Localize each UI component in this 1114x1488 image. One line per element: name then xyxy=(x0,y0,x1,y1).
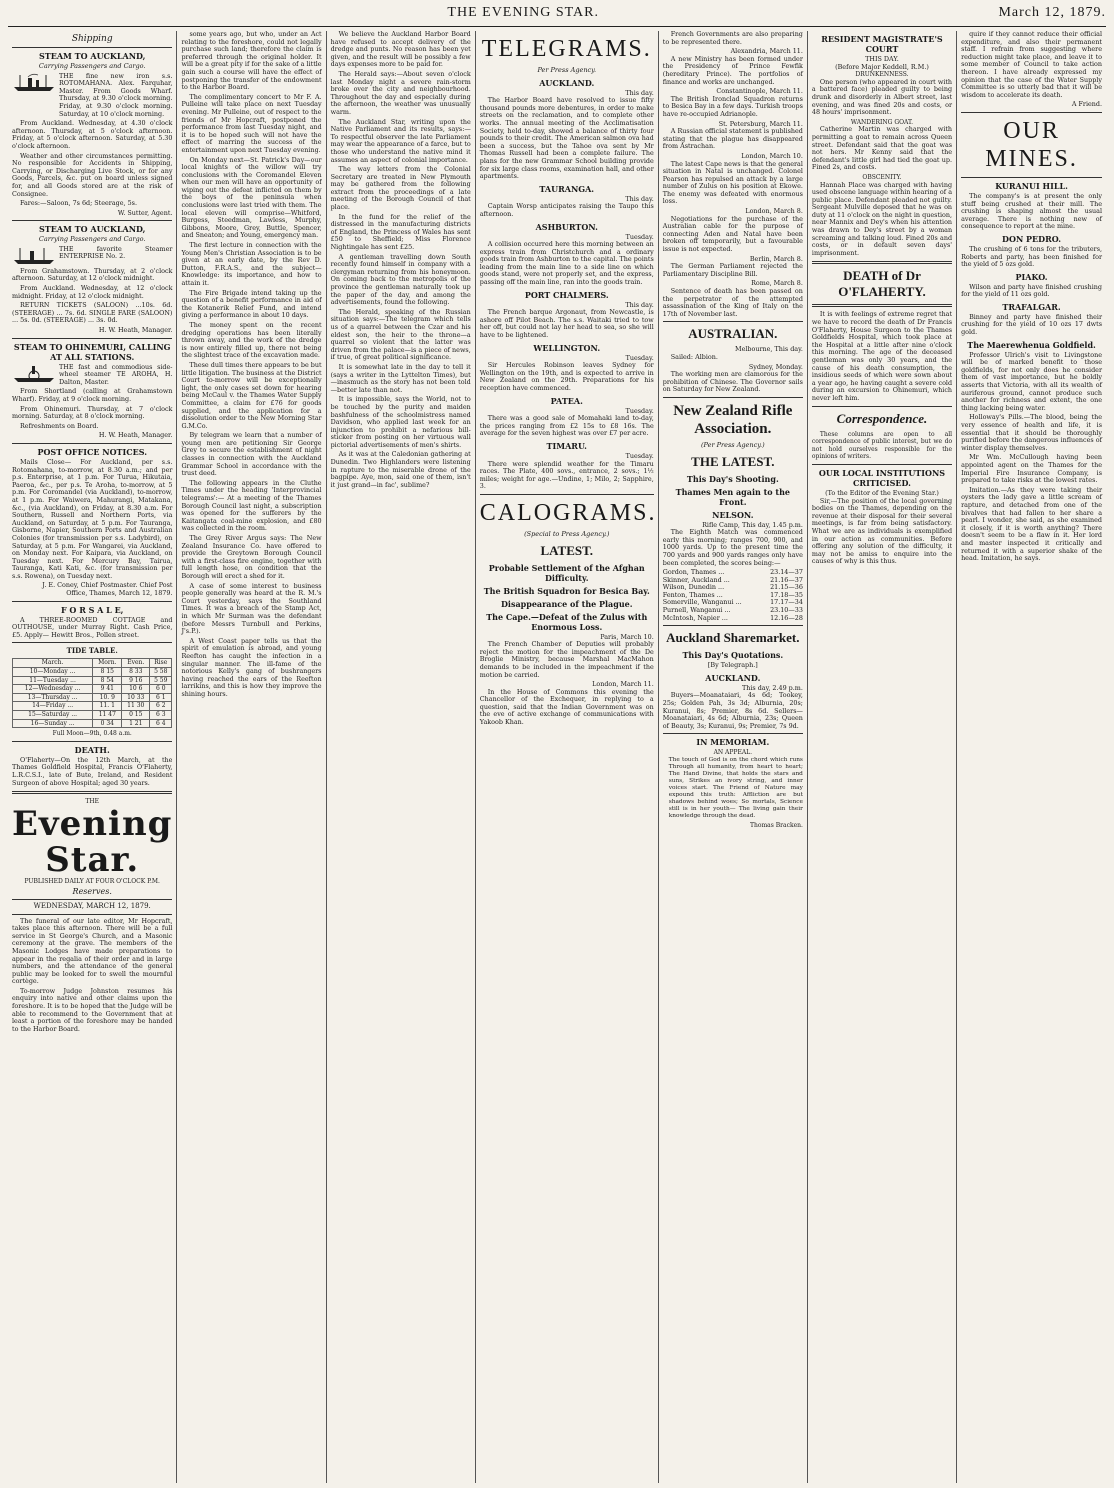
tide-cell: 12—Wednesday ... xyxy=(13,685,93,694)
ad2-title: STEAM TO AUCKLAND, xyxy=(38,224,146,235)
score-name: Wilson, Dunedin ... xyxy=(662,583,725,592)
tide-cell: 6 4 xyxy=(150,719,172,728)
tide-col-header: March. xyxy=(13,659,93,668)
tide-cell: 6 0 xyxy=(150,685,172,694)
score-name: Skinner, Auckland ... xyxy=(662,575,730,584)
score-name: Purnell, Wanganui ... xyxy=(662,606,731,615)
tide-cell: 8 33 xyxy=(122,668,150,677)
ad1-body: THE fine new iron s.s. ROTOMAHANA. Alex. Farquhar, Master. From Goods Wharf. Thursday, at 9.30 o'clock morning. Friday, at 9.30 o'clock morning. Saturday, at 10 o'clock morning. xyxy=(12,73,172,119)
memorial-poem: The touch of God is on the chord which runs Through all humanity, from heart to heart; The Hand Divine, that holds the stars and suns, Strikes an ivory string, and inner voices start. The Friend of Nature may expound this truth: Affliction are but shadows behind woes; So mortals, Science still is in her youth— The living gain their knowledge through the dead. xyxy=(668,757,803,819)
tide-row xyxy=(13,693,172,702)
tide-cell: 6 2 xyxy=(150,702,172,711)
tide-cell: 11 47 xyxy=(93,711,122,720)
column-7: quire if they cannot reduce their official expenditure, and also their permanent staff. I refrain from suggesting where reduction might take place, and leave it to some member of Council to take action thereon. I have already expressed my opinion that the case of the Water Supply Committee is so utterly bad that it will be wisdom to accelerate its death. A Friend. OUR MINES. KURANUI HILL. The company's is at present the only stuff being crushed at their mill. The crushing is shaping almost the usual average. There is nothing new of consequence to report at the mine. DON PEDRO. The crushing of 6 tons for the tributers, Roberts and party, has been finished for the yield of 5 ozs gold. PIAKO. Wilson and party have finished crushing for the yield of 11 ozs gold. TRAFALGAR. Binney and party have finished their crushing for the yield of 10 ozs 17 dwts gold. The Maerewhenua Goldfield. Professor Ulrich's visit to Livingstone will be of marked benefit to those goldfields, for not only does he consider them of vast importance, but he boldly asserts that Victoria, with all its wealth of auriferous ground, cannot produce such another for richness and extent, the one thing lacking being water. Holloway's Pills.—The blood, being the very essence of health and life, it is essential that it should be thoroughly purified before the dangerous influences of winter display themselves. Mr Wm. McCullough having been appointed agent on the Thames for the Imperial Fire Insurance Company, is prepared to take risks at the lowest rates. Imitation.—As they were taking their oysters the lady gave a little scream of rapture, and detached from one of the bivalves that had fallen to her share a pearl. I wonder, she said, as she examined it closely, if it is worth anything? There doesn't seem to be a flaw in it. Her lord and master inspected it critically and returned it with a superior shake of the head. Imitation, he says. xyxy=(961,30,1103,563)
column-3: We believe the Auckland Harbor Board have refused to accept delivery of the dredge and punts. No reason has been yet given, and the result will be possibly a few days expenses more to be paid for. The Herald says:—About seven o'clock last Monday night a severe rain-storm broke over the city and neighbourhood. Throughout the day and especially during the afternoon, the weather was unusually warm. The Auckland Star, writing upon the Native Parliament and its results, says:—To respectful observer the late Parliament may wear the appearance of a farce, but to those who understand the native mind it assumes an aspect of colonial importance. The way letters from the Colonial Secretary are treated in New Plymouth may be gathered from the following extract from the proceedings of a late meeting of the Borough Council of that place. In the fund for the relief of the distressed in the manufacturing districts of England, the Princess of Wales has sent £50 to Sheffield; Miss Florence Nightingale has sent £25. A gentleman travelling down South recently found himself in company with a clergyman returning from his honeymoon. On coming back to the metropolis of the province the gentleman naturally took up the paper of the day, and among the advertisements, found the following. The Herald, speaking of the Russian situation says:—The telegram which tells us of a quarrel between the Czar and his eldest son, the heir to the throne—a quarrel so violent that the latter was driven from the palace—is a piece of news, if true, of great political significance. It is somewhat late in the day to tell it (says a writer in the Lyttelton Times), but—inasmuch as the story has not been told—better late than not. It is impossible, says the World, not to be touched by the purity and maiden bashfulness of the schoolmistress named Davidson, who applied last week for an injunction to prohibit a nefarious bill-sticker from posting on her virtuous wall pictorial advertisements of men's shirts. As it was at the Caledonian gathering at Dunedin. Two Highlanders were listening in rapture to the miserable drone of the bagpipe. Aye, mon, said one of them, isn't it just grand—in fac', sublime? xyxy=(327,31,476,1483)
score-name: Somerville, Wanganui ... xyxy=(662,598,742,607)
evening-star-nameplate: Evening Star. xyxy=(12,803,173,880)
score-value: 12.16—28 xyxy=(770,613,803,622)
death-of-dr-heading: DEATH of Dr O'FLAHERTY. xyxy=(838,268,926,300)
tide-col-header: Even. xyxy=(122,659,150,668)
tide-cell: 5 59 xyxy=(150,676,172,685)
columns xyxy=(8,31,1106,1483)
australian-heading: AUSTRALIAN. xyxy=(688,326,778,342)
in-memoriam-heading: IN MEMORIAM. xyxy=(696,737,770,748)
score-value: 17.17—34 xyxy=(770,598,803,607)
calograms-heading: CALOGRAMS. xyxy=(479,499,657,526)
column-4: TELEGRAMS. Per Press Agency. AUCKLAND. This day. The Harbor Board have resolved to issue fifty thousand pounds more debentures, in order to make streets on the reclamation, and to complete other works. The annual meeting of the Acclimatisation Society, held to-day, showed a balance of thirty four pounds to their credit. The American salmon ova had been a success, but the Tahoe ova sent by Mr Thomas Russell had been a complete failure. The plans for the new Grammar School building provide for six large class rooms, examination hall, and other apartments. TAURANGA. This day. Captain Worsp anticipates raising the Taupo this afternoon. ASHBURTON. Tuesday. A collision occurred here this morning between an express train from Christchurch and a ordinary goods train from Ashburton to the capital. The points leading from the main line to a side line on which goods stand, were not properly set, and the express, passing off the main line, ran into the goods train. PORT CHALMERS. This day. The French barque Argonaut, from Newcastle, is ashore off Pilot Beach. The s.s. Waitaki tried to tow her off, but could not lay her head to sea, so she will have to be lightened. WELLINGTON. Tuesday. Sir Hercules Robinson leaves Sydney for Wellington on the 19th, and is expected to arrive in New Zealand on the 29th. Preparations for his reception have commenced. PATEA. Tuesday. There was a good sale of Momahaki land to-day, the prices ranging from £2 15s to £8 16s. The average for the seven highest was over £7 per acre. TIMARU. Tuesday. There were splendid weather for the Timaru races. The Plate, 400 sovs., entrance, 2 sovs.; 1½ miles; weight for age.—Undine, 1; Milo, 2; Sapphire, 3. CALOGRAMS. (Special to Press Agency.) LATEST. Probable Settlement of the Afghan Difficulty. The British Squadron for Besica Bay. Disappearance of the Plague. The Cape.—Defeat of the Zulus with Enormous Loss. Paris, March 10. The French Chamber of Deputies will probably reject the motion for the impeachment of the De Broglie Ministry, because Marshal MacMahon demands to be included in the impeachment if the motion be carried. London, March 11. In the House of Commons this evening the Chancellor of the Exchequer, in replying to a question, said that the Indian Government was on the eve of active exchange of communications with Yakoob Khan. xyxy=(476,31,659,1483)
editorial-date: WEDNESDAY, MARCH 12, 1879. xyxy=(33,901,151,910)
score-name: Gordon, Thames ... xyxy=(662,568,725,577)
tide-row xyxy=(13,711,172,720)
tide-cell: 14—Friday ... xyxy=(13,702,93,711)
death-heading: DEATH. xyxy=(74,744,110,755)
tide-cell: 10 33 xyxy=(122,693,150,702)
masthead xyxy=(8,0,1106,27)
column-5: French Governments are also preparing to be represented there. Alexandria, March 11. A new Ministry has been formed under the Presidency of Prince Fewfik (hereditary Prince). The portfolios of finance and works are unchanged. Constantinople, March 11. The British Ironclad Squadron returns to Besica Bay in a few days. Turkish troops have re-occupied Adrianople. St. Petersburg, March 11. A Russian official statement is published stating that the plague has disappeared from Astrachan. London, March 10. The latest Cape news is that the general situation in Natal is unchanged. Colonel Pearson has repulsed an attack by a large number of Zulus on his position at Ekowe. The enemy was defeated with enormous loss. London, March 8. Negotiations for the purchase of the Australian cable for the purpose of connecting Aden and Natal have been broken off temporarily, but a favourable issue is not expected. Berlin, March 8. The German Parliament rejected the Parliamentary Discipline Bill. Rome, March 8. Sentence of death has been passed on the perpetrator of the attempted assassination of the King of Italy on the 17th of November last. AUSTRALIAN. Melbourne, This day. Sailed: Albion. Sydney, Monday. The working men are clamorous for the prohibition of Chinese. The Governor sails on Saturday for New Zealand. New Zealand Rifle Association. (Per Press Agency.) THE LATEST. This Day's Shooting. Thames Men again to the Front. NELSON. Rifle Camp, This day, 1.45 p.m. The Eighth Match was commenced early this morning; ranges 700, 900, and 1000 yards. Up to the present time the 700 yards and 900 yards ranges only have been completed, the scores being:— Gordon, Thames ... 23.14—37 Skinner, Auckland ... 21.16—37 Wilson, Dunedin ... 21.15—36 Fenton, Thames ... 17.18—35 Somerville, Wanganui ... 17.17—34 Purnell, Wanganui ... 23.10—33 McIntosh, Napier ... 12.16—28 Auckland Sharemarket. This Day's Quotations. [By Telegraph.] AUCKLAND. This day, 2.49 p.m. Buyers—Moanataiari, 4s 6d; Tookey, 25s; Golden Pah, 3s 3d; Alburnia, 20s; Kuranui, 8s; Premier, 8s 6d. Sellers—Moanataiari, 4s 6d; Alburnia, 23s; Queen of Beauty, 3s; Kuranui, 9s; Premier, 7s 9d. IN MEMORIAM. AN APPEAL. The touch of God is on the chord which runs Through all humanity, from heart to heart; The Hand Divine, that holds the stars and suns, Strikes an ivory string, and inner voices start. The Friend of Nature may expound this truth: Affliction are but shadows behind woes; So mortals, Science still is in her youth— The living gain their knowledge through the dead. Thomas Bracken. xyxy=(659,31,808,1483)
steamship-icon xyxy=(12,73,56,93)
tide-cell: 6 1 xyxy=(150,693,172,702)
score-row xyxy=(663,615,803,623)
tide-col-header: Rise xyxy=(150,659,172,668)
tide-cell: 9 16 xyxy=(122,676,150,685)
correspondence-heading: Correspondence. xyxy=(836,410,928,426)
column-2: some years ago, but who, under an Act relating to the foreshore, could not legally purchase such land; therefore the claim is preferred through the original holder. It will be a great pity if for the sake of a little gain such a course will have the effect of postponing the transfer of the endowment to the Harbor Board. The complimentary concert to Mr F. A. Pulleine will take place on next Tuesday evening. Mr Pulleine, out of respect to the friends of Mr Hopcraft, postponed the performance from last Tuesday night, and it is to be hoped such will not have the effect of marring the success of the entertainment upon next Tuesday evening. On Monday next—St. Patrick's Day—our local knights of the willow will try conclusions with the Coromandel Eleven when our men will have an opportunity of wiping out the defeat inflicted on them by the boys of the peninsula when conclusions were last tried with them. The local eleven will comprise—Whitford, Burgess, Steedman, Lawless, Murphy, Gibbons, Moore, Grey, Buttle, Spencer, and Sneaton; and Young, emergency man. The first lecture in connection with the Young Men's Christian Association is to be given at an early date, by the Rev D. Dutton, F.R.A.S., and the subject—Knowledge: its importance, and how to attain it. The Fire Brigade intend taking up the question of a benefit performance in aid of the Kotanerik Relief Fund, and intend giving a performance in about 10 days. The money spent on the recent dredging operations has been literally thrown away, and the work of the dredge is now entirely filled up, there not being the slightest trace of the excavation made. These dull times there appears to be but little litigation. The business at the District Court to-morrow will be exceptionally light, the only cases set down for hearing being McCaul v. the Thames Water Supply Committee, a claim for £76 for goods supplied, and the application for a dissolution order to the New Morning Star G.M.Co. By telegram we learn that a number of young men are petitioning Sir George Grey to secure the establishment of night classes in connection with the Auckland Grammar School in accordance with the trust deed. The following appears in the Cluthe Times under the heading 'Interprovincial telegrams':— At a meeting of the Thames Borough Council last night, a subscription was opened for the sufferers by the Kaitangata coal-mine explosion, and £80 was collected in the room. The Grey River Argus says: The New Zealand Insurance Co. have offered to provide the Greytown Borough Council with a first-class fire engine, together with full length hose, on condition that the Borough will erect a shed for it. A case of some interest to business people generally was heard at the R. M.'s Court yesterday, says the Southland Times. It was a breach of the Stamp Act, in which Mr Surman was the defendant (before Messrs Turnbull and Perkins, J's.P.). A West Coast paper tells us that the spirit of emulation is abroad, and young Reefton has caught the infection in a singular manner. The ill-fame of the notorious Kelly's gang of bushrangers having reached the ears of the Reefton larrikins, and this is how they improve the shining hours. xyxy=(177,31,326,1483)
tide-cell: 16—Sunday ... xyxy=(13,719,93,728)
post-office-heading: POST OFFICE NOTICES. xyxy=(37,446,147,457)
tide-cell: 15—Saturday ... xyxy=(13,711,93,720)
tide-cell: 11 30 xyxy=(122,702,150,711)
tide-row xyxy=(13,685,172,694)
tide-row xyxy=(13,719,172,728)
tide-col-header: Morn. xyxy=(93,659,122,668)
tide-row xyxy=(13,676,172,685)
for-sale-heading: F O R S A L E, xyxy=(60,604,124,615)
tide-cell: 11. 1 xyxy=(93,702,122,711)
rm-court-heading: RESIDENT MAGISTRATE'S COURT xyxy=(821,34,943,54)
tide-table xyxy=(12,658,172,728)
ad1-title: STEAM TO AUCKLAND, xyxy=(38,51,146,61)
score-value: 21.16—37 xyxy=(770,575,803,584)
telegrams-heading: TELEGRAMS. xyxy=(481,36,652,62)
shipping-heading: Shipping xyxy=(71,34,113,44)
score-value: 23.14—37 xyxy=(770,568,803,577)
rifle-association-heading: New Zealand Rifle Association. xyxy=(673,402,793,437)
paddle-steamer-icon xyxy=(12,364,56,384)
score-name: McIntosh, Napier ... xyxy=(662,613,728,622)
score-value: 17.18—35 xyxy=(770,590,803,599)
sharemarket-heading: Auckland Sharemarket. xyxy=(666,630,800,646)
tide-row xyxy=(13,668,172,677)
steamship-icon xyxy=(12,246,56,266)
tide-cell: 10 6 xyxy=(122,685,150,694)
local-institutions-heading: OUR LOCAL INSTITUTIONS CRITICISED. xyxy=(818,467,946,488)
tide-cell: 8 54 xyxy=(93,676,122,685)
score-name: Fenton, Thames ... xyxy=(662,590,723,599)
score-value: 23.10—33 xyxy=(770,606,803,615)
issue-date: March 12, 1879. xyxy=(998,5,1106,20)
score-list xyxy=(663,569,803,622)
tide-cell: 0 15 xyxy=(122,711,150,720)
tide-cell: 6 3 xyxy=(150,711,172,720)
tide-cell: 8 15 xyxy=(93,668,122,677)
tide-cell: 11—Tuesday ... xyxy=(13,676,93,685)
our-mines-heading: OUR MINES. xyxy=(985,117,1078,172)
tide-table-heading: TIDE TABLE. xyxy=(66,646,118,656)
tide-cell: 10—Monday ... xyxy=(13,668,93,677)
tide-cell: 1 21 xyxy=(122,719,150,728)
tide-cell: 5 58 xyxy=(150,668,172,677)
ad3-title: STEAM TO OHINEMURI, CALLING AT ALL STATIONS. xyxy=(13,341,171,362)
tide-cell: 10. 9 xyxy=(93,693,122,702)
tide-cell: 13—Thursday ... xyxy=(13,693,93,702)
tide-cell: 9 41 xyxy=(93,685,122,694)
column-6: RESIDENT MAGISTRATE'S COURT THIS DAY. (Before Major Keddell, R.M.) DRUNKENNESS. One person (who appeared in court with a battered face) pleaded guilty to being drunk and disorderly in Albert street, last evening, and was fined 20s and costs, or 48 hours' imprisonment. WANDERING GOAT. Catherine Martin was charged with permitting a goat to remain across Queen street. Defendant said that the goat was not hers. Mr Kenny said that the defendant's little girl had tied the goat up. Fined 2s, and costs. OBSCENITY. Hannah Place was charged with having used obscene language within hearing of a public place. Defendant pleaded not guilty. Sergeant Mulville deposed that he was on duty at 11 o'clock on the night in question, near Mannix and Dey's when his attention was drawn to Dey's street by a woman screaming and talking loud. Fined 20s and costs, or in default seven days' imprisonment. DEATH of Dr O'FLAHERTY. It is with feelings of extreme regret that we have to record the death of Dr Francis O'Flaherty, House Surgeon to the Thames Goldfields Hospital, which took place at the Hospital at a little after nine o'clock this morning. The age of the deceased gentleman was only 30 years, and the cause of his death consumption, the insidious seeds of which were sown about a year ago, he having caught a severe cold during an excursion to Ohinemuri, which never left him. Correspondence. These columns are open to all correspondence of public interest, but we do not hold ourselves responsible for the opinions of writers. OUR LOCAL INSTITUTIONS CRITICISED. (To the Editor of the Evening Star.) Sir,—The position of the local governing bodies on the Thames, depending on the revenue at their disposal for their several meetings, is far from being satisfactory. What we are as individuals is exemplified in our action as communities. Before offering any solution of the difficulty, it may not be amiss to enquire into the causes of why is this thus. xyxy=(808,31,957,1483)
tide-cell: 0 34 xyxy=(93,719,122,728)
newspaper-title: THE EVENING STAR. xyxy=(447,5,600,20)
score-value: 21.15—36 xyxy=(770,583,803,592)
ad1-subtitle: Carrying Passengers and Cargo. xyxy=(38,62,146,70)
column-1: Shipping STEAM TO AUCKLAND, Carrying Passengers and Cargo. THE fine new iron s.s. ROTOMAHANA. Alex. Farquhar, Master. From Goods Wharf. Thursday, at 9.30 o'clock morning. Friday, at 9.30 o'clock morning. Saturday, at 10 o'clock morning. From Auckland. Wednesday, at 4.30 o'clock afternoon. Thursday, at 5 o'clock afternoon. Friday, at 5 o'clock afternoon. Saturday, at 5.30 o'clock afternoon. Weather and other circumstances permitting. No responsible for Accidents in Shipping, Carrying, or Discharging Live Stock, or for any Goods, Parcels, &c. put on board unless signed for, and all Goods stored are at the risk of Consignee. Fares:—Saloon, 7s 6d; Steerage, 5s. W. Sutter, Agent. STEAM TO AUCKLAND, Carrying Passengers and Cargo. THE favorite Steamer ENTERPRISE No. 2. From Grahamstown. Thursday, at 2 o'clock afternoon. Saturday, at 12 o'clock midnight. From Auckland. Wednesday, at 12 o'clock midnight. Friday, at 12 o'clock midnight. RETURN TICKETS (SALOON) ...10s. 6d. (STEERAGE) ... 7s. 6d. SINGLE FARE (SALOON) ... 5s. 0d. (STEERAGE) ... 3s. 0d. H. W. Heath, Manager. STEAM TO OHINEMURI, CALLING AT ALL STATIONS. THE fast and commodious side-wheel steamer TE AROHA, H. Dalton, Master. From Shortland (calling at Grahamstown Wharf). Friday, at 9 o'clock morning. From Ohinemuri. Thursday, at 7 o'clock morning. Saturday, at 8 o'clock morning. Refreshments on Board. H. W. Heath, Manager. POST OFFICE NOTICES. Mails Close— For Auckland, per s.s. Rotomahana, to-morrow, at 8.30 a.m.; and per p.s. Enterprise, at 1 p.m. For Turua, Hikutaia, Paeroa, &c., per p.s. Te Aroha, to-morrow, at 5 p.m. For Coromandel (via Auckland), to-morrow, at 1 p.m. For Waiwera, Mahurangi, Matakana, &c., (via Auckland), on Friday, at 8.30 a.m. For Southern, Russell and Northern Ports, via Auckland, on Saturday, at 5 p.m. For Tauranga, Gisborne, Napier, Southern Ports and Australian Colonies (for transmission per s.s. Ladybird), on Saturday, at 5 p.m. For Wangarei, via Auckland, on Monday next. For Kaipara, via Auckland, on Tuesday next. For Mercury Bay, Tairua, Tauranga, Kati Kati, &c. (for transmission per s.s. Rowena), on Tuesday next. J. E. Coney, Chief Postmaster. Chief Post Office, Thames, March 12, 1879. F O R S A L E, A THREE-ROOMED COTTAGE and OUTHOUSE, under Murray Right. Cash Price, £5. Apply— Hewitt Bros., Pollen street. TIDE TABLE. March. Morn. Even. Rise 10—Monday ... 8 15 8 33 5 58 11—Tuesday ... 8 54 9 16 5 59 12—Wednesday ... 9 41 10 6 6 0 13—Thursday ... 10. 9 10 33 6 1 14—Friday ... 11. 1 11 30 6 2 15—Saturday ... 11 47 0 15 6 3 16—Sunday ... 0 34 1 21 6 4 Full Moon—9th, 0.48 a.m. DEATH. O'Flaherty—On the 12th March, at the Thames Goldfield Hospital, Francis O'Flaherty, L.R.C.S.I., late of Bute, Ireland, and Resident Surgeon of above Hospital; aged 30 years. THE Evening Star. PUBLISHED DAILY AT FOUR O'CLOCK P.M. Reserves. WEDNESDAY, MARCH 12, 1879. The funeral of our late editor, Mr Hopcraft, takes place this afternoon. There will be a full service in St George's Church, and a Masonic ceremony at the grave. The members of the Masonic Lodges have made preparations to appear in the regalia of their order and in large numbers, and the attendance of the general public may be looked for to swell the mournful cortège. To-morrow Judge Johnston resumes his enquiry into native and other claims upon the foreshore. It is to be hoped that the Judge will be able to recommend to the Government that at least a portion of the foreshore may be handed to the Harbor Board. xyxy=(8,31,177,1483)
tide-row xyxy=(13,702,172,711)
